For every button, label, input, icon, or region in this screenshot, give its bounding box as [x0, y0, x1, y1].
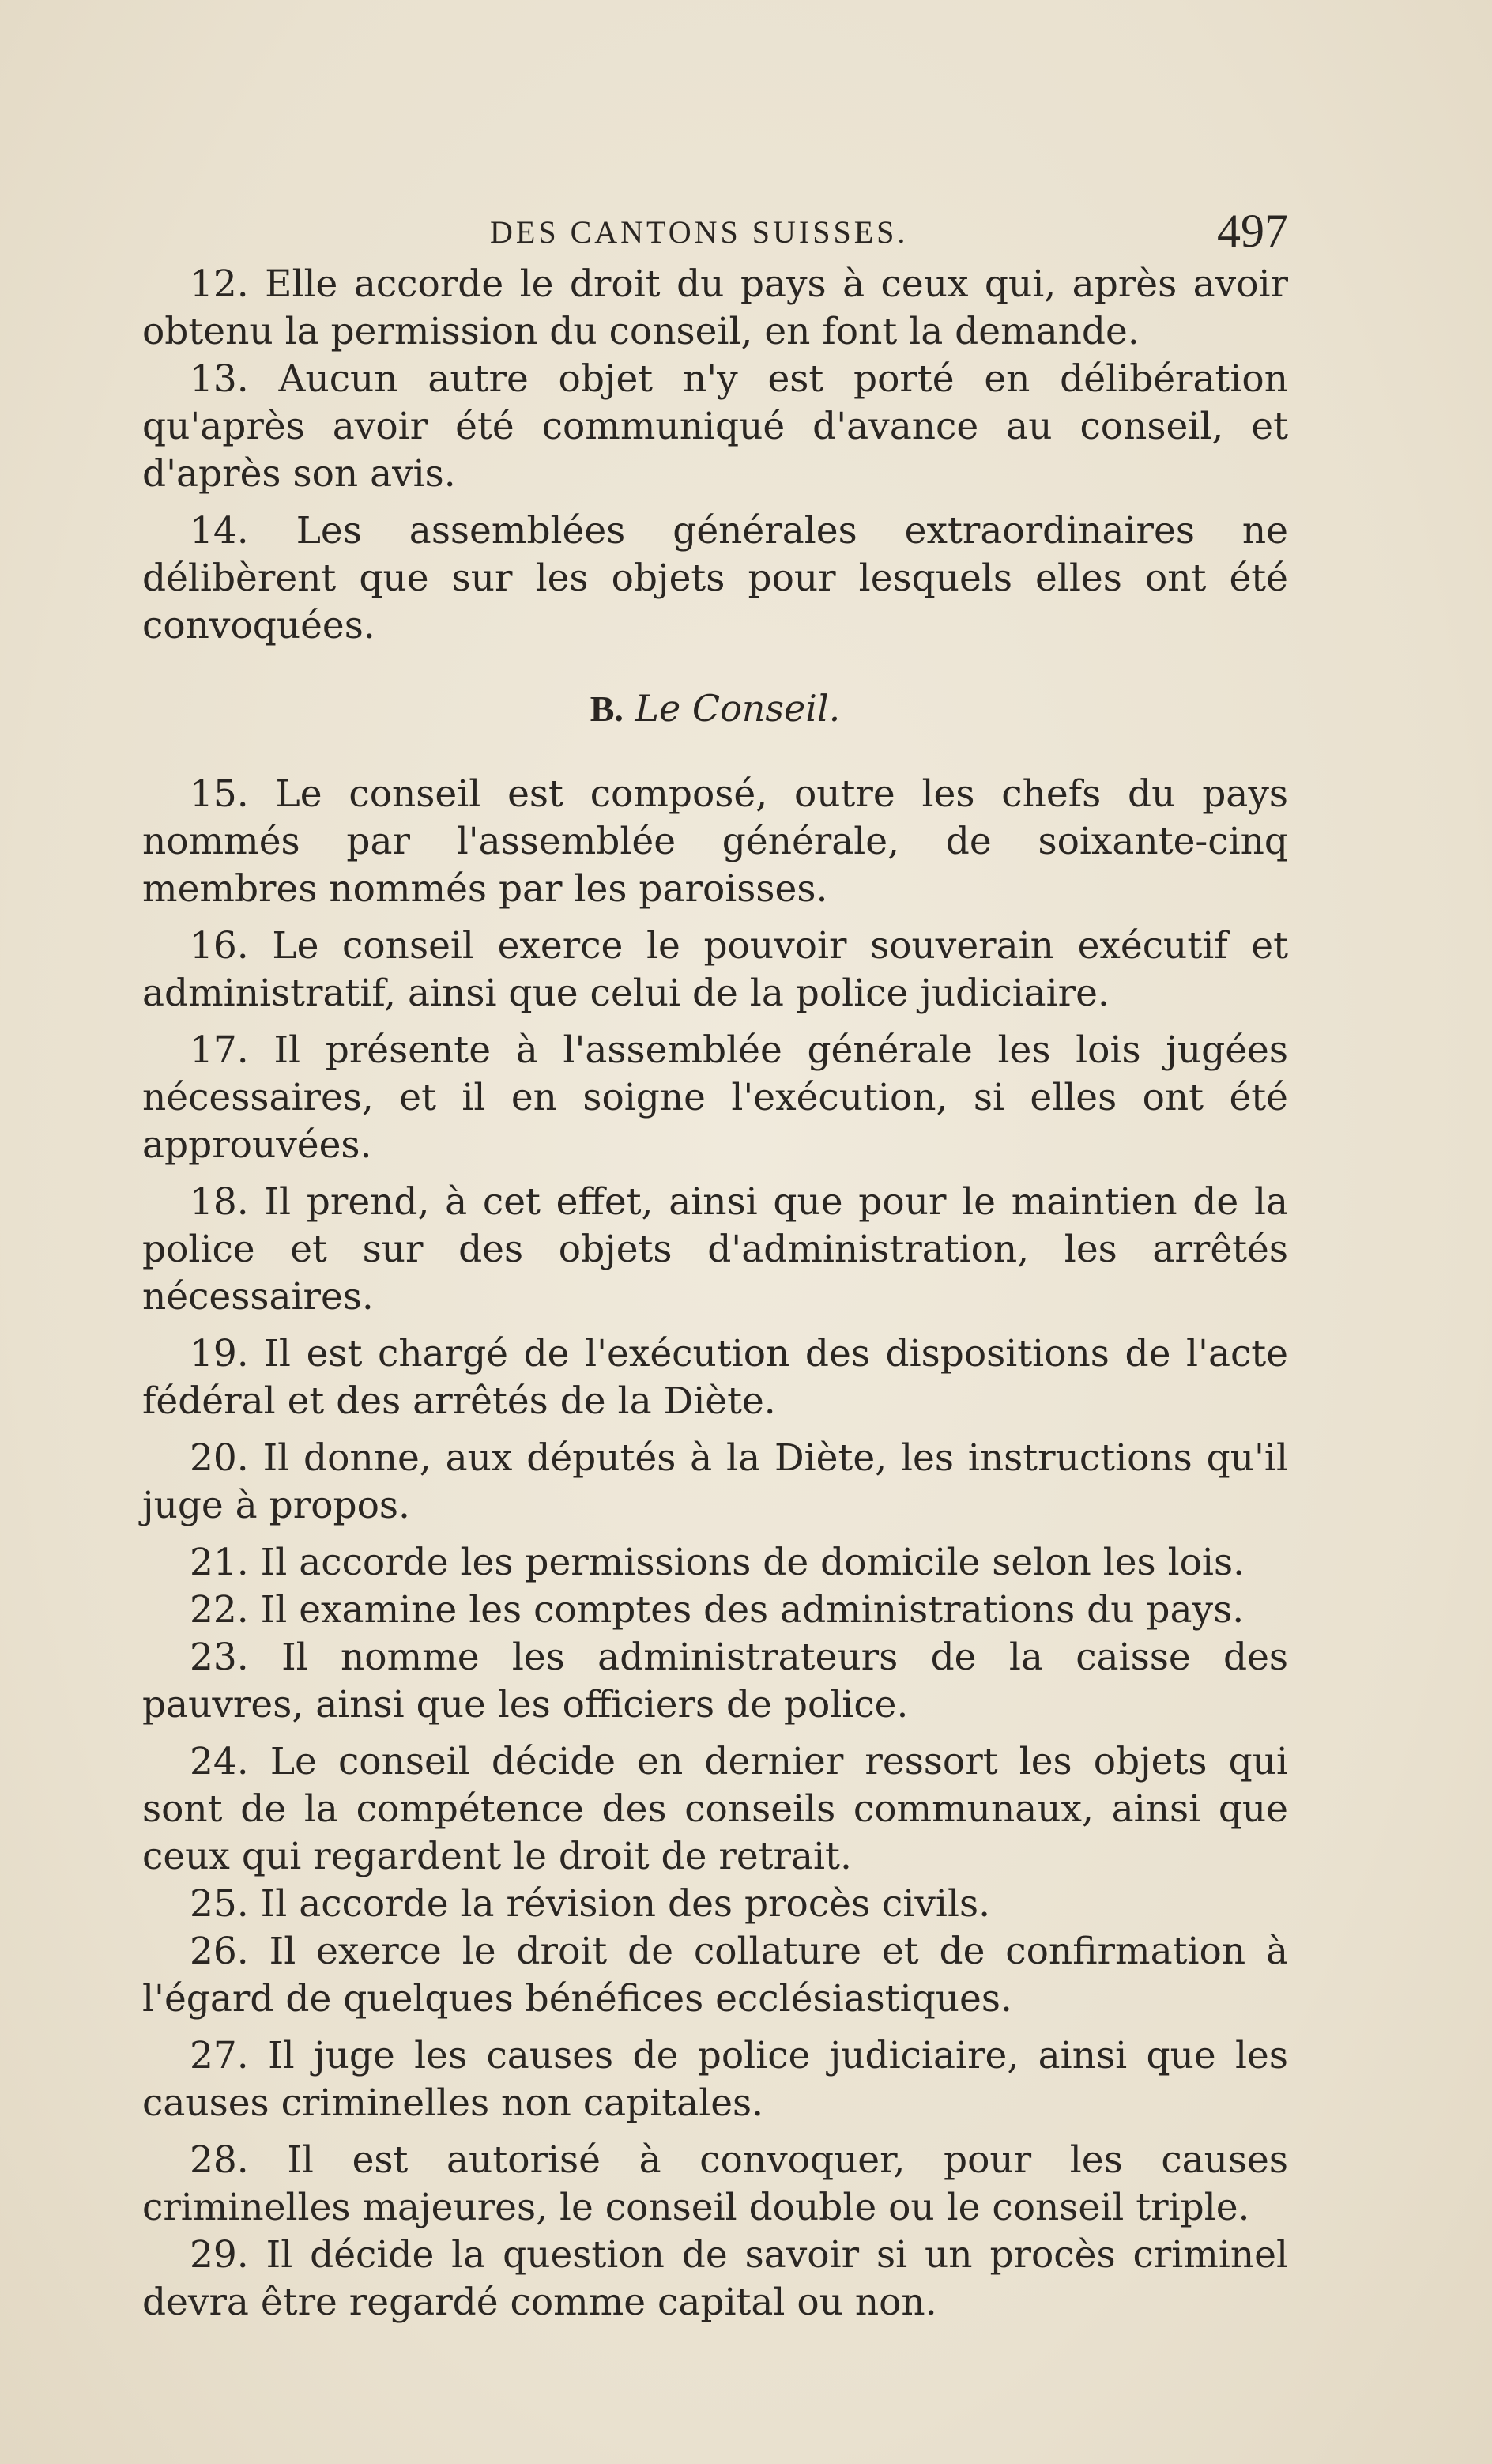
section-letter: B. — [590, 689, 624, 729]
article-19: 19. Il est chargé de l'exécution des dispositions de l'acte fédéral et des arrêtés de la Diète. — [142, 1332, 1288, 1423]
body-text — [142, 261, 1288, 2326]
section-title: Le Conseil. — [635, 687, 841, 730]
article-27: 27. Il juge les causes de police judiciaire, ainsi que les causes criminelles non capitales. — [142, 2034, 1288, 2125]
article-28: 28. Il est autorisé à convoquer, pour les causes criminelles majeures, le conseil double ou le conseil triple. — [142, 2138, 1288, 2229]
page-header — [142, 198, 1288, 261]
article-14: 14. Les assemblées générales extraordinaires ne délibèrent que sur les objets pour lesquels elles ont été convoquées. — [142, 509, 1288, 647]
running-head: DES CANTONS SUISSES. — [490, 214, 909, 250]
article-17: 17. Il présente à l'assemblée générale les lois jugées nécessaires, et il en soigne l'exécution, si elles ont été approuvées. — [142, 1028, 1288, 1167]
section-heading — [142, 685, 1288, 733]
article-25: 25. Il accorde la révision des procès civils. — [190, 1882, 991, 1926]
article-21: 21. Il accorde les permissions de domicile selon les lois. — [190, 1541, 1245, 1584]
article-23: 23. Il nomme les administrateurs de la caisse des pauvres, ainsi que les officiers de police. — [142, 1636, 1288, 1726]
article-15: 15. Le conseil est composé, outre les chefs du pays nommés par l'assemblée générale, de soixante-cinq membres nommés par les paroisses. — [142, 772, 1288, 911]
article-29: 29. Il décide la question de savoir si un procès criminel devra être regardé comme capital ou non. — [142, 2233, 1288, 2324]
article-26: 26. Il exerce le droit de collature et de confirmation à l'égard de quelques bénéfices ecclésiastiques. — [142, 1930, 1288, 2021]
article-12: 12. Elle accorde le droit du pays à ceux qui, après avoir obtenu la permission du conseil, en font la demande. — [142, 262, 1288, 353]
article-13: 13. Aucun autre objet n'y est porté en délibération qu'après avoir été communiqué d'avance au conseil, et d'après son avis. — [142, 357, 1288, 496]
article-20: 20. Il donne, aux députés à la Diète, les instructions qu'il juge à propos. — [142, 1436, 1288, 1527]
page-number: 497 — [1217, 205, 1288, 257]
article-24: 24. Le conseil décide en dernier ressort les objets qui sont de la compétence des conseils communaux, ainsi que ceux qui regardent le droit de retrait. — [142, 1740, 1288, 1878]
article-22: 22. Il examine les comptes des administrations du pays. — [190, 1588, 1245, 1632]
article-18: 18. Il prend, à cet effet, ainsi que pour le maintien de la police et sur des objets d'administration, les arrêtés nécessaires. — [142, 1180, 1288, 1319]
article-16: 16. Le conseil exerce le pouvoir souverain exécutif et administratif, ainsi que celui de la police judiciaire. — [142, 924, 1288, 1015]
